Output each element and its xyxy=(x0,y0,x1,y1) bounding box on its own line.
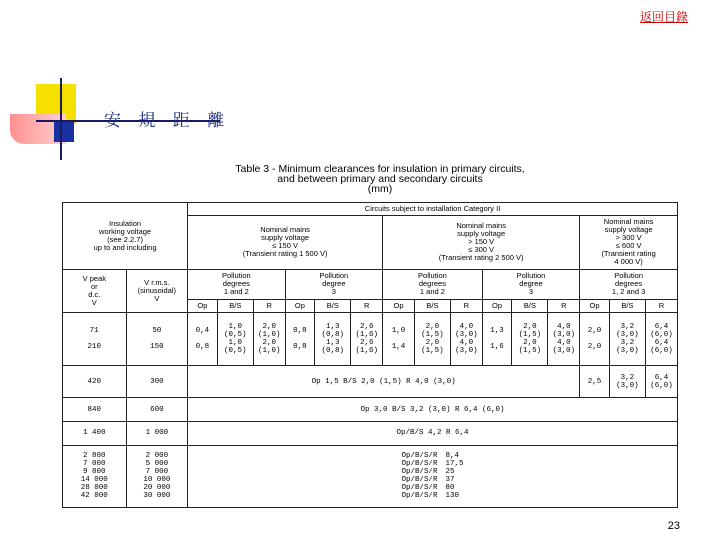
header-line: 3 xyxy=(528,287,534,297)
decor-vertical-line xyxy=(60,78,62,160)
merged-clearance-cell: Op 1,5 B/S 2,0 (1,5) R 4,0 (3,0) xyxy=(188,366,580,398)
value: (1,5) xyxy=(518,330,542,339)
header-line: degree xyxy=(322,279,346,289)
vrms-cell xyxy=(126,312,187,366)
vrms-cell: 600 xyxy=(126,398,187,422)
value: 0,8 xyxy=(195,342,210,351)
header-line: (Transient rating 1 500 V) xyxy=(242,249,328,259)
pollution-header xyxy=(482,269,580,299)
header-line: ≤ 300 V xyxy=(468,245,495,255)
pollution-header xyxy=(285,269,383,299)
list-item-value: 130 xyxy=(445,492,460,501)
value: 210 xyxy=(87,342,102,351)
header-line: degrees xyxy=(222,279,250,289)
column-head-op: Op xyxy=(188,299,218,312)
value: 0,8 xyxy=(293,326,307,335)
back-to-contents-link[interactable]: 返回目錄 xyxy=(639,10,688,24)
pollution-header xyxy=(188,269,286,299)
value: (3,0) xyxy=(616,381,639,390)
list-item-label: Op/B/S/R xyxy=(401,492,438,501)
column-head-bs: B/S xyxy=(609,299,645,312)
bs-cell xyxy=(315,312,351,366)
pollution-header xyxy=(383,269,483,299)
vrms-cell xyxy=(126,445,187,507)
header-line: Pollution xyxy=(319,271,349,281)
decor-blue-square xyxy=(54,122,74,142)
value: 10 000 xyxy=(143,476,171,485)
value: 1,0 xyxy=(228,338,243,347)
vpeak-cell xyxy=(63,312,127,366)
header-line: or xyxy=(90,281,98,291)
list-item-value: 25 xyxy=(445,468,455,477)
column-head-r: R xyxy=(450,299,482,312)
column-head-op: Op xyxy=(383,299,415,312)
value: 3,2 xyxy=(620,322,635,331)
group-header-300v xyxy=(383,215,580,269)
vpeak-cell: 420 xyxy=(63,366,127,398)
header-line: Insulation xyxy=(108,218,142,228)
r-cell xyxy=(351,312,383,366)
header-line: Nominal mains xyxy=(456,221,506,231)
group-header-600v xyxy=(580,215,678,269)
value: 2,6 xyxy=(359,338,374,347)
header-line: 1, 2 and 3 xyxy=(611,287,646,297)
value: 2,0 xyxy=(425,322,440,331)
r-cell xyxy=(548,312,580,366)
value: 6,4 xyxy=(654,373,669,382)
value: 2,0 xyxy=(262,322,276,331)
header-line: Pollution xyxy=(221,271,251,281)
list-item-label: Op/B/S/R xyxy=(401,484,438,493)
value: (6,0) xyxy=(650,381,673,390)
list-item-label: Op/B/S/R xyxy=(401,476,438,485)
value: 2,0 xyxy=(587,342,602,351)
column-head-bs: B/S xyxy=(512,299,548,312)
column-head-r: R xyxy=(351,299,383,312)
r-cell xyxy=(253,312,285,366)
value: 2,0 xyxy=(523,338,537,347)
header-line: V r.m.s. xyxy=(144,277,170,287)
caption-line: (mm) xyxy=(367,183,393,195)
merged-clearance-cell: Op 3,0 B/S 3,2 (3,0) R 6,4 (6,0) xyxy=(188,398,678,422)
vrms-header xyxy=(126,269,187,312)
pollution-header xyxy=(580,269,678,299)
value: (1,5) xyxy=(421,346,444,355)
bs-cell xyxy=(609,366,645,398)
value: 9 800 xyxy=(83,468,106,477)
value: 2 800 xyxy=(83,452,106,461)
column-head-bs: B/S xyxy=(315,299,351,312)
op-cell: 2,5 xyxy=(580,366,610,398)
value: (3,0) xyxy=(552,330,576,339)
r-cell xyxy=(450,312,482,366)
value: 4,0 xyxy=(557,338,571,347)
list-item-value: 8,4 xyxy=(445,452,460,461)
value: 0,8 xyxy=(293,342,307,351)
value: (1,5) xyxy=(518,346,542,355)
list-item-value: 17,5 xyxy=(445,460,464,469)
clearance-table xyxy=(62,202,678,508)
value: 28 000 xyxy=(80,484,108,493)
value: 1,6 xyxy=(490,342,504,351)
column-head-r: R xyxy=(645,299,677,312)
group-header-150v xyxy=(188,215,383,269)
vpeak-cell xyxy=(63,445,127,507)
header-line: Nominal mains xyxy=(603,217,654,227)
merged-clearance-cell xyxy=(188,445,678,507)
header-line: Pollution xyxy=(516,271,546,281)
header-line: 1 and 2 xyxy=(419,287,445,297)
page-number: 23 xyxy=(667,520,680,532)
value: 1,3 xyxy=(326,338,340,347)
value: (0,5) xyxy=(224,346,247,355)
header-line: V peak xyxy=(82,273,106,283)
value: 2 000 xyxy=(145,452,169,461)
header-line: d.c. xyxy=(88,289,101,299)
header-line: 4 000 V) xyxy=(614,257,643,267)
header-line: 3 xyxy=(331,287,336,297)
value: 50 xyxy=(152,326,162,335)
r-cell xyxy=(645,366,677,398)
value: (1,5) xyxy=(421,330,444,339)
column-head-r: R xyxy=(548,299,580,312)
value: 2,0 xyxy=(523,322,537,331)
value: 2,6 xyxy=(359,322,374,331)
header-line: > 300 V xyxy=(615,233,642,243)
op-cell xyxy=(188,312,218,366)
value: (1,6) xyxy=(355,330,378,339)
list-item-value: 80 xyxy=(445,484,455,493)
value: 4,0 xyxy=(557,322,571,331)
value: 2,0 xyxy=(262,338,276,347)
header-line: Pollution xyxy=(614,271,643,281)
value: 2,0 xyxy=(587,326,602,335)
value: 42 000 xyxy=(80,492,108,501)
header-line: degrees xyxy=(615,279,643,289)
header-line: up to and including xyxy=(93,242,157,252)
header-line: working voltage xyxy=(98,226,152,236)
op-cell xyxy=(285,312,315,366)
r-cell xyxy=(645,312,677,366)
value: 20 000 xyxy=(143,484,171,493)
slide-title: 安 規 距 離 xyxy=(104,111,231,131)
value: 3,2 xyxy=(620,373,635,382)
caption-line: Table 3 - Minimum clearances for insulation in primary circuits, xyxy=(235,163,525,175)
list-item-label: Op/B/S/R xyxy=(401,452,438,461)
column-head-r: R xyxy=(253,299,285,312)
value: (0,5) xyxy=(224,330,247,339)
op-cell xyxy=(482,312,512,366)
value: (6,0) xyxy=(650,346,673,355)
value: 1,0 xyxy=(391,326,406,335)
bs-cell xyxy=(512,312,548,366)
header-line: ≤ 600 V xyxy=(615,241,642,251)
value: (3,0) xyxy=(552,346,576,355)
bs-cell xyxy=(609,312,645,366)
merged-clearance-cell: Op/B/S 4,2 R 6,4 xyxy=(188,422,678,446)
vrms-cell: 1 000 xyxy=(126,422,187,446)
value: 2,0 xyxy=(425,338,440,347)
high-voltage-list xyxy=(402,452,464,500)
value: (3,0) xyxy=(616,346,639,355)
value: (1,6) xyxy=(355,346,378,355)
value: (1,0) xyxy=(257,330,281,339)
column-head-bs: B/S xyxy=(414,299,450,312)
value: 3,2 xyxy=(620,338,635,347)
working-voltage-header xyxy=(63,203,188,270)
header-line: ≤ 150 V xyxy=(272,241,298,251)
table-caption xyxy=(120,164,640,194)
column-head-bs: B/S xyxy=(217,299,253,312)
header-line: supply voltage xyxy=(261,233,310,243)
header-line: Pollution xyxy=(418,271,447,281)
value: 0,4 xyxy=(195,326,210,335)
value: (1,0) xyxy=(257,346,281,355)
header-line: 1 and 2 xyxy=(223,287,249,297)
vrms-cell: 300 xyxy=(126,366,187,398)
value: 71 xyxy=(89,326,99,335)
header-line: (see 2.2.7) xyxy=(107,234,143,244)
header-line: supply voltage xyxy=(604,225,653,235)
vpeak-cell: 1 400 xyxy=(63,422,127,446)
value: (3,0) xyxy=(455,346,478,355)
list-item-label: Op/B/S/R xyxy=(401,460,438,469)
value: 1,3 xyxy=(490,326,504,335)
header-line: V xyxy=(154,293,160,303)
value: 4,0 xyxy=(459,322,474,331)
value: 6,4 xyxy=(654,322,669,331)
value: 1,0 xyxy=(228,322,243,331)
header-line: (sinusoidal) xyxy=(137,285,177,295)
value: 1,4 xyxy=(391,342,406,351)
header-line: (Transient rating 2 500 V) xyxy=(438,253,524,263)
vpeak-cell: 840 xyxy=(63,398,127,422)
caption-line: and between primary and secondary circuits xyxy=(277,173,483,185)
op-cell xyxy=(580,312,610,366)
list-item-label: Op/B/S/R xyxy=(401,468,438,477)
value: (0,8) xyxy=(321,330,345,339)
header-line: V xyxy=(91,297,97,307)
header-line: supply voltage xyxy=(457,229,506,239)
value: (3,0) xyxy=(616,330,639,339)
header-line: degrees xyxy=(418,279,446,289)
value: (6,0) xyxy=(650,330,673,339)
column-head-op: Op xyxy=(580,299,610,312)
list-item-value: 37 xyxy=(445,476,455,485)
value: 7 000 xyxy=(145,468,169,477)
header-line: Nominal mains xyxy=(260,225,310,235)
value: 14 000 xyxy=(80,476,108,485)
value: 4,0 xyxy=(459,338,474,347)
value: (3,0) xyxy=(455,330,478,339)
header-line: degree xyxy=(519,279,543,289)
value: 5 000 xyxy=(145,460,169,469)
bs-cell xyxy=(217,312,253,366)
bs-cell xyxy=(414,312,450,366)
vpeak-header xyxy=(63,269,127,312)
value: 7 000 xyxy=(83,460,106,469)
value: 1,3 xyxy=(326,322,340,331)
value: (0,8) xyxy=(321,346,345,355)
column-head-op: Op xyxy=(482,299,512,312)
value: 6,4 xyxy=(654,338,669,347)
value: 150 xyxy=(150,342,164,351)
header-line: > 150 V xyxy=(468,237,495,247)
op-cell xyxy=(383,312,415,366)
column-head-op: Op xyxy=(285,299,315,312)
installation-category-header: Circuits subject to installation Category II xyxy=(188,203,678,216)
header-line: (Transient rating xyxy=(601,249,656,259)
value: 30 000 xyxy=(143,492,171,501)
